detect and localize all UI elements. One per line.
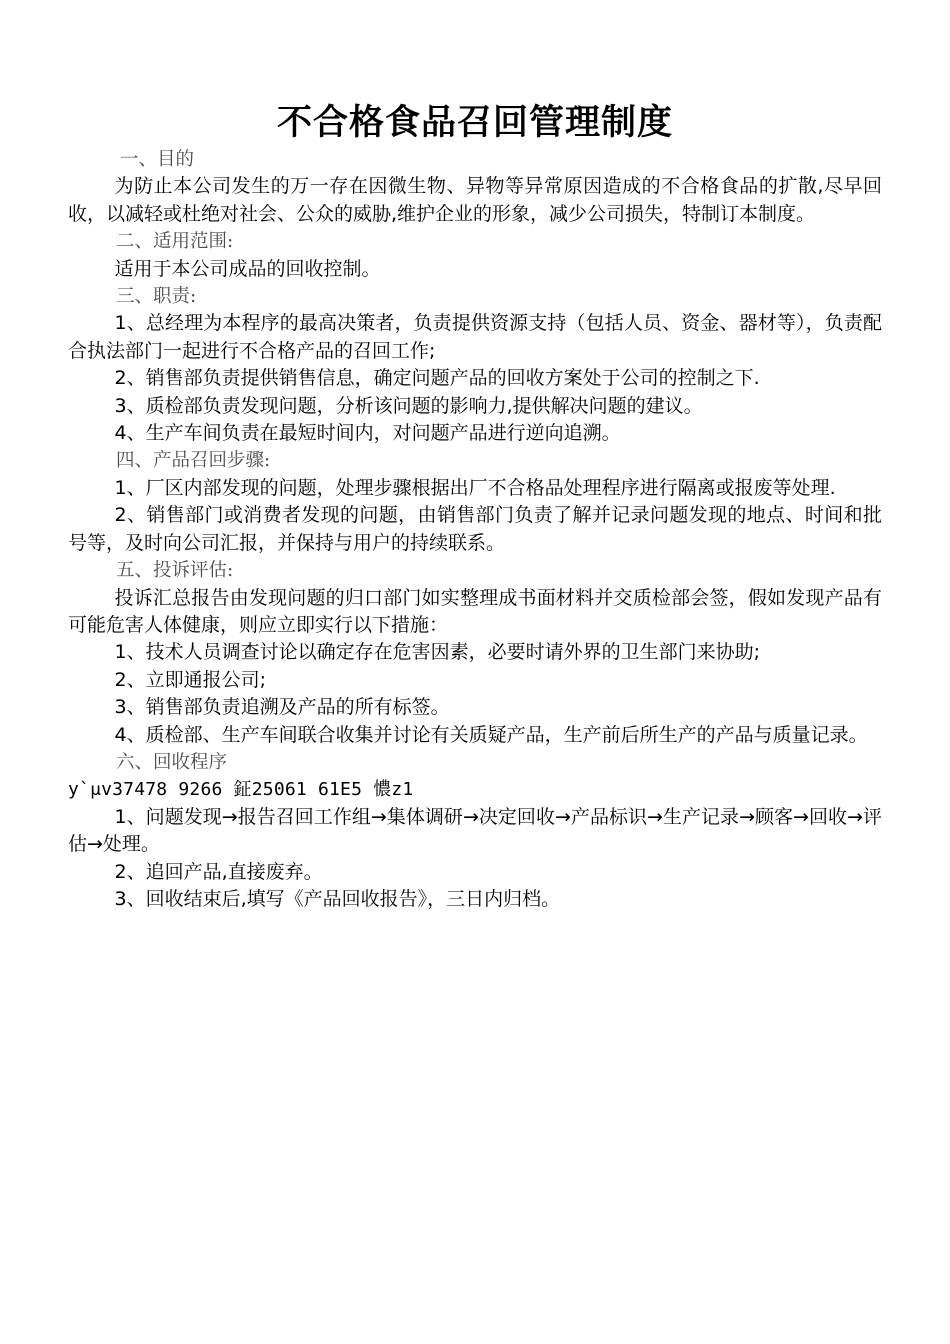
scope-paragraph: 适用于本公司成品的回收控制。	[114, 257, 381, 280]
recall-step-item: 2、销售部门或消费者发现的问题，由销售部门负责了解并记录问题发现的地点、时间和批号等，及时向公司汇报，并保持与用户的持续联系。	[68, 504, 882, 554]
section-heading-responsibilities: 三、职责:	[116, 286, 197, 308]
procedure-item: 3、回收结束后,填写《产品回收报告》，三日内归档。	[114, 887, 561, 910]
procedure-item: 1、问题发现→报告召回工作组→集体调研→决定回收→产品标识→生产记录→顾客→回收→评估→处理。	[68, 805, 882, 856]
section-heading-purpose: 一、目的	[120, 149, 195, 170]
recall-step-item: 1、厂区内部发现的问题，处理步骤根据出厂不合格品处理程序进行隔离或报废等处理.	[114, 476, 836, 499]
complaint-measure-item: 3、销售部负责追溯及产品的所有标签。	[114, 696, 450, 719]
responsibility-item: 2、销售部负责提供销售信息，确定问题产品的回收方案处于公司的控制之下.	[114, 367, 760, 390]
complaint-intro-paragraph: 投诉汇总报告由发现问题的归口部门如实整理成书面材料并交质检部会签，假如发现产品有可能危害人体健康，则应立即实行以下措施：	[68, 586, 882, 636]
responsibility-item: 1、总经理为本程序的最高决策者，负责提供资源支持（包括人员、资金、器材等），负责配合执法部门一起进行不合格产品的召回工作;	[68, 312, 882, 362]
section-heading-scope: 二、适用范围:	[116, 231, 234, 253]
purpose-paragraph: 为防止本公司发生的万一存在因微生物、异物等异常原因造成的不合格食品的扩散,尽早回收，以减轻或杜绝对社会、公众的威胁,维护企业的形象，减少公司损失，特制订本制度。	[68, 175, 882, 225]
procedure-item: 2、追回产品,直接废弃。	[114, 860, 323, 883]
complaint-measure-item: 1、技术人员调查讨论以确定存在危害因素，必要时请外界的卫生部门来协助;	[114, 641, 761, 664]
responsibility-item: 3、质检部负责发现问题，分析该问题的影响力,提供解决问题的建议。	[114, 394, 703, 417]
complaint-measure-item: 4、质检部、生产车间联合收集并讨论有关质疑产品，生产前后所生产的产品与质量记录。	[114, 723, 868, 746]
section-heading-complaint-assessment: 五、投诉评估:	[116, 560, 234, 582]
document-body	[68, 146, 882, 913]
responsibility-item: 4、生产车间负责在最短时间内，对问题产品进行逆向追溯。	[114, 422, 621, 445]
section-heading-recall-steps: 四、产品召回步骤:	[116, 450, 271, 472]
garbled-text-line: y`μv37478 9266 鉦25061 61E5 憹z1	[68, 779, 414, 801]
document-title: 不合格食品召回管理制度	[276, 103, 673, 144]
complaint-measure-item: 2、立即通报公司;	[114, 668, 267, 691]
section-heading-recall-procedure: 六、回收程序	[116, 751, 228, 773]
